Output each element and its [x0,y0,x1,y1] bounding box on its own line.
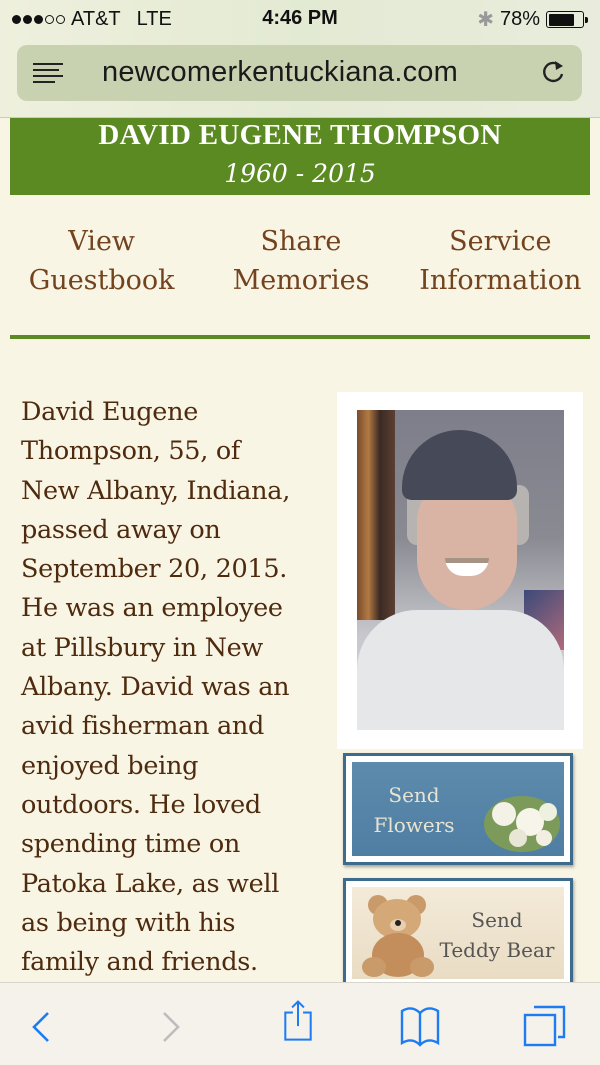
nav-label-line1: Service [449,226,552,257]
bookmarks-icon[interactable] [398,1003,442,1047]
obituary-nav [0,222,600,300]
title-banner [10,118,590,195]
view-guestbook-link[interactable] [0,222,201,300]
browser-toolbar [0,982,600,1065]
status-bar [0,0,600,40]
browser-chrome-top [0,0,600,118]
life-dates: 1960 - 2015 [224,159,376,188]
forward-icon[interactable] [150,1003,194,1047]
send-teddy-bear-label: Send Teddy Bear [439,908,555,962]
obituary-line: passed away on [21,514,221,545]
send-teddy-bear-button[interactable] [343,878,573,988]
obituary-line: family and friends. [21,947,258,978]
service-information-link[interactable] [401,222,600,300]
battery-percent: 78% [499,8,540,30]
obituary-line: avid fisherman and [21,711,265,742]
bluetooth-icon: ✱ [477,9,494,31]
share-icon[interactable] [276,999,320,1043]
back-icon[interactable] [22,1003,66,1047]
address-bar[interactable] [17,45,582,101]
network-type: LTE [136,8,172,30]
obituary-line: Albany. David was an [21,672,290,703]
url-text[interactable]: newcomerkentuckiana.com [102,56,458,88]
battery-icon [546,11,584,28]
obituary-line: outdoors. He loved [21,789,261,820]
send-flowers-label: Send Flowers [373,783,455,837]
status-right [477,7,584,32]
nav-label-line2: Guestbook [28,265,175,296]
bouquet-icon [482,784,562,852]
obituary-line: as being with his [21,907,236,938]
status-time: 4:46 PM [262,7,338,29]
deceased-name: DAVID EUGENE THOMPSON [98,119,502,151]
nav-divider [10,335,590,339]
reload-icon[interactable] [538,57,568,87]
obituary-text [21,393,341,982]
share-memories-link[interactable] [201,222,400,300]
nav-label-line1: View [68,226,136,257]
obituary-line: September 20, 2015. [21,554,288,585]
nav-label-line2: Memories [232,265,370,296]
obituary-line: enjoyed being [21,750,199,781]
reader-list-icon[interactable] [33,63,63,85]
portrait-photo [357,410,564,730]
carrier-name: AT&T [71,8,121,30]
obituary-line: Thompson, 55, of [21,436,241,467]
send-flowers-button[interactable] [343,753,573,865]
obituary-line: at Pillsbury in New [21,632,263,663]
obituary-line: Patoka Lake, as well [21,868,280,899]
nav-label-line2: Information [419,265,582,296]
obituary-line: spending time on [21,829,241,860]
obituary-line: David Eugene [21,397,199,427]
tabs-icon[interactable] [522,1003,566,1047]
nav-label-line1: Share [260,226,342,257]
portrait-frame [337,392,583,749]
obituary-line: New Albany, Indiana, [21,475,290,506]
teddy-bear-icon [358,893,438,979]
obituary-line: He was an employee [21,593,283,624]
